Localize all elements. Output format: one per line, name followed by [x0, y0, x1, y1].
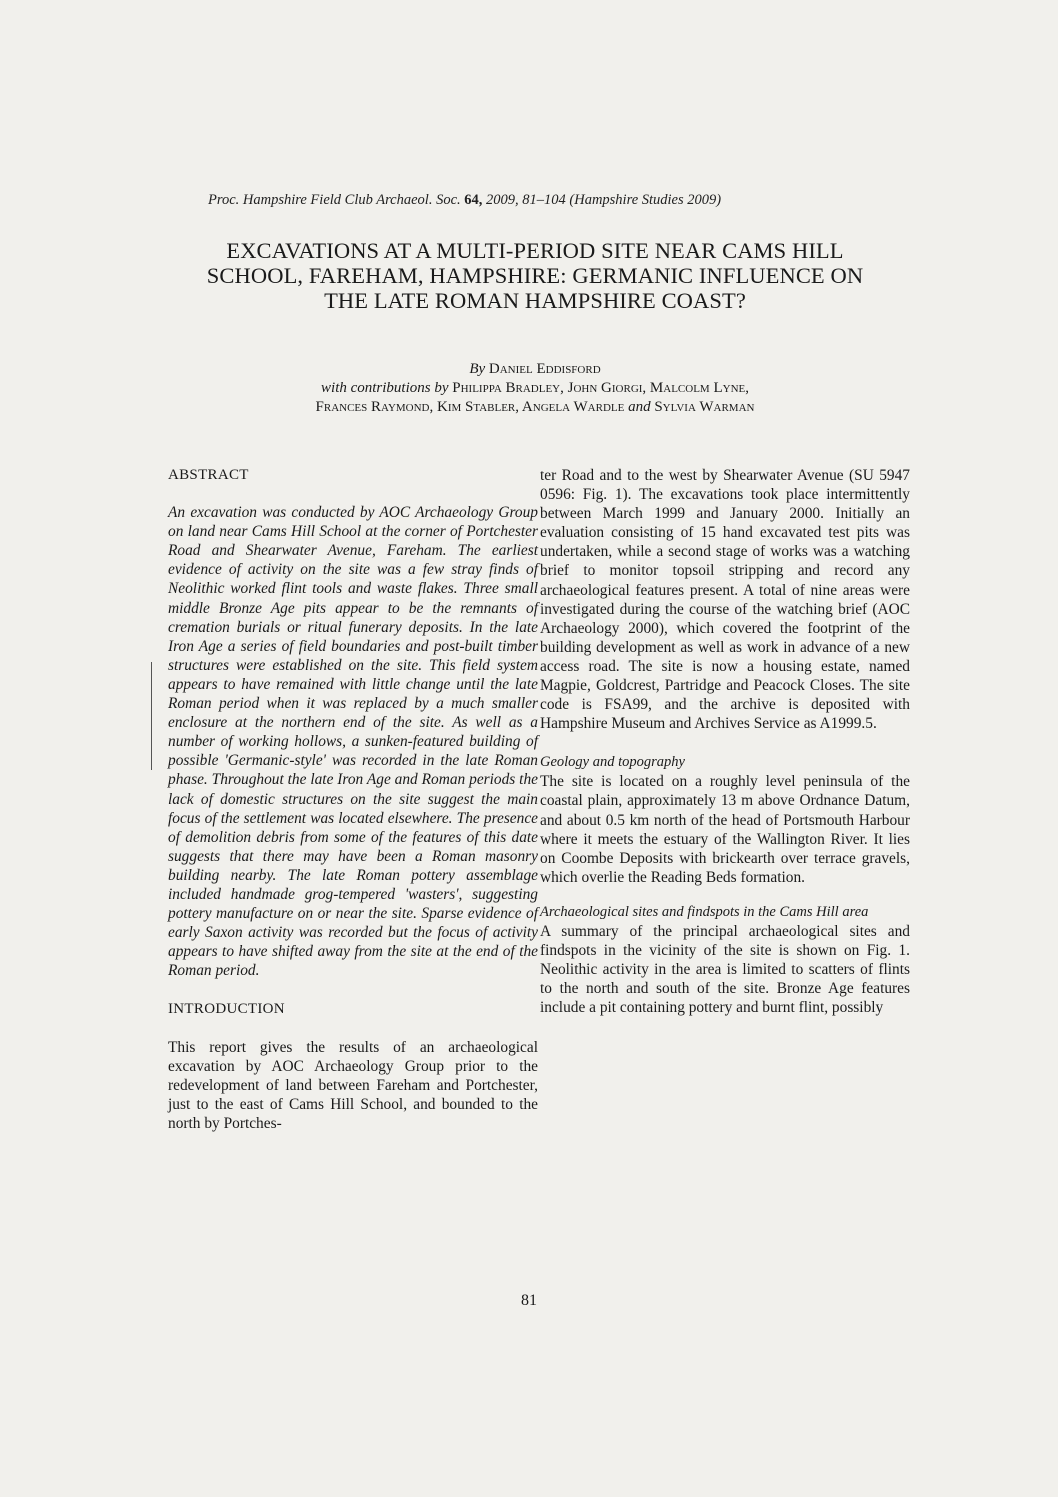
- author-line: [150, 360, 920, 379]
- and-label: and: [628, 399, 651, 415]
- sites-heading: Archaeological sites and findspots in the Cams Hill area: [540, 903, 869, 920]
- abstract-text: An excavation was conducted by AOC Archaeology Group on land near Cams Hill School at the corner of Portchester Road and Shearwater Avenue, Fareham. The earliest evidence of activity on the site was a few stray finds of Neolithic worked flint tools and waste flakes. Three small middle Bronze Age pits appear to be the remnants of cremation burials or ritual funerary deposits. In the late Iron Age a series of field boundaries and post-built timber structures were established on the site. This field system appears to have remained with little change until the late Roman period when it was replaced by a much smaller enclosure at the northern end of the site. As well as a number of working hollows, a sunken-featured building of possible 'Germanic-style' was recorded in the late Roman phase. Throughout the late Iron Age and Roman periods the lack of domestic structures on the site suggest the main focus of the settlement was located elsewhere. The presence of demolition debris from some of the features of this date suggests that there may have been a Roman masonry building nearby. The late Roman pottery assemblage included handmade grog-tempered 'wasters', suggesting pottery manufacture on or near the site. Sparse evidence of early Saxon activity was recorded but the focus of activity appears to have shifted away from the site at the end of the Roman period.: [168, 504, 538, 980]
- running-head: [208, 192, 908, 209]
- running-head-pages: 2009, 81–104 (Hampshire Studies 2009): [482, 192, 722, 208]
- contributors-line-2: [150, 398, 920, 417]
- sites-text: A summary of the principal archaeological sites and findspots in the vicinity of the site is shown on Fig. 1. Neolithic activity in the area is limited to scatters of flints to the north and south of the site. Bronze Age features include a pit containing pottery and burnt flint, possibly: [540, 922, 910, 1017]
- author-name: Daniel Eddisford: [488, 361, 601, 377]
- byline: [150, 360, 920, 417]
- geology-text: The site is located on a roughly level peninsula of the coastal plain, approximately 13 m above Ordnance Datum, and about 0.5 km north of the head of Portsmouth Harbour where it meets the estuary of the Wallington River. It lies on Coombe Deposits with brickearth over terrace gravels, which overlie the Reading Beds formation.: [540, 773, 910, 886]
- running-head-volume: 64,: [464, 192, 483, 208]
- contributors-names-2: Frances Raymond, Kim Stabler, Angela Wardle: [315, 399, 625, 415]
- margin-mark: [151, 662, 152, 770]
- contributors-names-3: Sylvia Warman: [654, 399, 755, 415]
- introduction-text-continued: ter Road and to the west by Shearwater Avenue (SU 5947 0596: Fig. 1). The excavations took place intermittently between March 1999 and January 2000. Initially an evaluation consisting of 15 hand excavated test pits was undertaken, while a second stage of works was a watching brief to monitor topsoil stripping and record any archaeological features present. A total of nine areas were investigated during the course of the watching brief (AOC Archaeology 2000), which covered the footprint of the building development as well as work in advance of a new access road. The site is now a housing estate, named Magpie, Goldcrest, Partridge and Peacock Closes. The site code is FSA99, and the archive is deposited with Hampshire Museum and Archives Service as A1999.5.: [540, 467, 910, 733]
- geology-heading: Geology and topography: [540, 754, 685, 771]
- introduction-text: This report gives the results of an archaeological excavation by AOC Archaeology Group prior to the redevelopment of land between Fareham and Portchester, just to the east of Cams Hill School, and bounded to the north by Portches-: [168, 1038, 538, 1132]
- with-contributions-label: with contributions by: [321, 380, 449, 396]
- contributors-names-1: Philippa Bradley, John Giorgi, Malcolm Lyne,: [452, 380, 749, 396]
- right-column: [540, 466, 910, 1017]
- contributors-line-1: [150, 379, 920, 398]
- by-label: By: [469, 361, 486, 377]
- page-number: 81: [521, 1292, 537, 1309]
- left-column: [168, 466, 538, 1133]
- title-line-3: THE LATE ROMAN HAMPSHIRE COAST?: [324, 288, 746, 313]
- title-line-1: EXCAVATIONS AT A MULTI-PERIOD SITE NEAR CAMS HILL: [226, 238, 844, 263]
- abstract-heading: ABSTRACT: [168, 467, 249, 483]
- introduction-heading: INTRODUCTION: [168, 1001, 285, 1018]
- running-head-citation: Proc. Hampshire Field Club Archaeol. Soc.: [208, 192, 465, 208]
- title-line-2: SCHOOL, FAREHAM, HAMPSHIRE: GERMANIC INFLUENCE ON: [206, 263, 864, 288]
- article-title: [140, 238, 930, 313]
